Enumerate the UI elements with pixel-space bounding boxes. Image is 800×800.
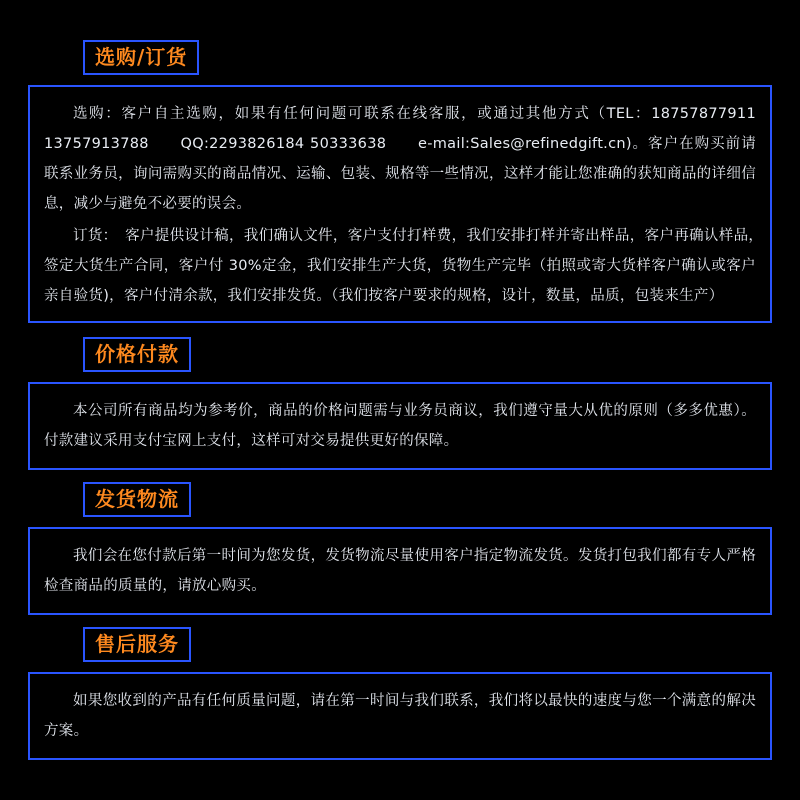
- section-order: [28, 40, 772, 323]
- section-body-order: [28, 85, 772, 323]
- section-price: [28, 337, 772, 470]
- section-body-aftersale: [28, 672, 772, 760]
- paragraph-price: 本公司所有商品均为参考价，商品的价格问题需与业务员商议，我们遵守量大从优的原则（多多优惠）。付款建议采用支付宝网上支付，这样可对交易提供更好的保障。: [44, 403, 756, 449]
- section-body-shipping: [28, 527, 772, 615]
- section-title-shipping: 发货物流: [83, 482, 191, 517]
- section-shipping: [28, 482, 772, 615]
- paragraph-shipping: 我们会在您付款后第一时间为您发货，发货物流尽量使用客户指定物流发货。发货打包我们都有专人严格检查商品的质量的，请放心购买。: [44, 548, 756, 594]
- section-body-price: [28, 382, 772, 470]
- section-aftersale: [28, 627, 772, 760]
- paragraph-order-ordering: 订货： 客户提供设计稿，我们确认文件，客户支付打样费，我们安排打样并寄出样品，客户再确认样品， 签定大货生产合同，客户付 30%定金，我们安排生产大货，货物生产完毕（拍照或寄大货样客户确认或客户亲自验货)，客户付清余款，我们安排发货。（我们按客户要求的规格，设计，数量，品质，包装来生产）: [44, 228, 771, 304]
- section-title-price: 价格付款: [83, 337, 191, 372]
- section-title-aftersale: 售后服务: [83, 627, 191, 662]
- paragraph-order-purchase: 选购：客户自主选购，如果有任何问题可联系在线客服，或通过其他方式（TEL：18757877911 13757913788 QQ:2293826184 50333638 e-mail:Sales@refinedgift.cn)。客户在购买前请联系业务员，询问需购买的商品情况、运输、包装、规格等一些情况，这样才能让您准确的获知商品的详细信息，减少与避免不必要的误会。: [44, 106, 756, 212]
- paragraph-aftersale: 如果您收到的产品有任何质量问题，请在第一时间与我们联系，我们将以最快的速度与您一个满意的解决方案。: [44, 693, 756, 739]
- section-title-order: 选购/订货: [83, 40, 199, 75]
